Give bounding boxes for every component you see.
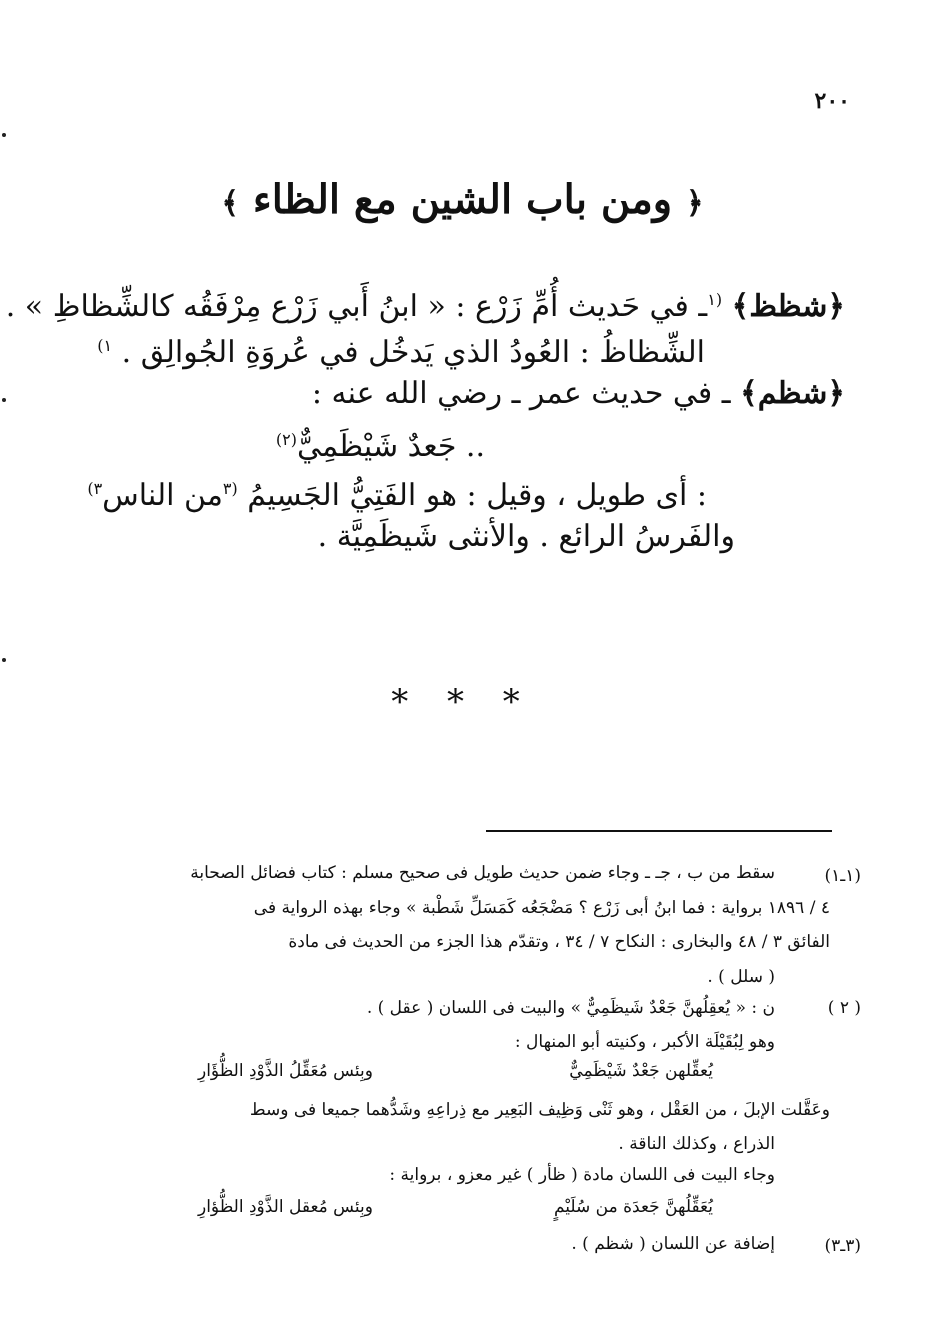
margin-mark	[2, 133, 6, 137]
headword: ﴿شظم﴾	[740, 376, 845, 411]
section-separator: * * *	[391, 682, 534, 722]
footnote-number: (١ـ١)	[824, 866, 861, 886]
verse-first-hemistich: يُعَقِّلُهنَّ جَعدَة من سُلَيْمٍ	[553, 1197, 713, 1217]
entry-line	[312, 371, 845, 417]
footnote-number: ( ٢ )	[827, 998, 861, 1018]
entry-line	[97, 323, 705, 376]
footnote-line: وجاء البيت فى اللسان مادة ( ظأر ) غير معزو ، برواية :	[389, 1165, 775, 1185]
footnote-marker: ٣)	[87, 479, 103, 498]
verse-second-hemistich: وبِئس مُعَقِّلُ الذَّوْدِ الظُّؤَارِ	[198, 1061, 373, 1081]
footnote-number: (٣ـ٣)	[824, 1236, 861, 1256]
entry-line	[87, 466, 707, 519]
footnote-marker: (٣	[222, 479, 238, 498]
footnote-line: وهو لِبُقَيْلَة الأكبر ، وكنيته أبو المنهال :	[514, 1032, 775, 1052]
footnote-line: سقط من ب ، جـ ـ وجاء ضمن حديث طويل فى صحيح مسلم : كتاب فضائل الصحابة	[190, 863, 775, 883]
footnote-marker: ١)	[97, 336, 113, 355]
entry-text: : أى طويل ، وقيل : هو الفَتِيُّ الجَسِيمُ	[247, 478, 707, 513]
footnote-line: الذراع ، وكذلك الناقة .	[618, 1134, 775, 1154]
footnote-line: ٤ / ١٨٩٦ برواية : فما ابنُ أبى زَرْع ؟ مَضْجَعُه كَمَسَلِّ شَطْبة » وجاء بهذه الرواية فى	[253, 898, 830, 918]
margin-mark	[2, 398, 6, 402]
footnote-line: ن : « يُعقِلُهنَّ جَعْدٌ شَيظَمِيٌّ » والبيت فى اللسان ( عقل ) .	[366, 998, 775, 1018]
footnote-line: إضافة عن اللسان ( شظم ) .	[571, 1234, 775, 1254]
entry-text: ـ في حديث عمر ـ رضي الله عنه :	[311, 376, 731, 411]
verse-first-hemistich: يُعقِّلهن جَعْدٌ شَيْظَمِيٌّ	[569, 1061, 713, 1081]
page-number: ٢٠٠	[814, 88, 850, 114]
footnote-marker: (١	[707, 290, 723, 309]
entry-line	[276, 417, 485, 470]
chapter-title	[200, 176, 725, 223]
verse-second-hemistich: وبِئس مُعقل الذَّوْدِ الظُّؤارِ	[198, 1197, 373, 1217]
headword: ﴿شظظ﴾	[731, 289, 845, 324]
footnote-line: الفائق ٣ / ٤٨ والبخارى : النكاح ٧ / ٣٤ ، وتقدّم هذا الجزء من الحديث فى مادة	[288, 932, 830, 952]
title-ornament-right: ﴿	[686, 186, 704, 221]
title-ornament-left: ﴾	[221, 186, 239, 221]
margin-mark	[2, 658, 6, 662]
footnote-line: ( سلل ) .	[707, 967, 775, 987]
footnote-rule	[486, 830, 832, 832]
title-text: ومن باب الشين مع الظاء	[252, 176, 673, 223]
footnote-marker: (٢)	[275, 430, 297, 449]
entry-text: الشِّظاظُ : العُودُ الذي يَدخُل في عُروَةِ الجُوالِق .	[121, 335, 705, 370]
entry-line	[318, 514, 735, 560]
entry-text: ـ في حَديث أُمِّ زَرْع : « ابنُ أَبي زَرْع مِرْفَقُه كالشِّظاظِ » .	[5, 289, 708, 324]
entry-text: والفَرسُ الرائع . والأنثى شَيظَمِيَّة .	[317, 519, 735, 554]
entry-text: .. جَعدٌ شَيْظَمِيٌّ	[296, 429, 485, 464]
entry-text-tail: من الناس	[102, 478, 223, 513]
footnote-line: وعَقَّلت الإبلَ ، من العَقْل ، وهو ثَنْى وَظِيف البَعِير مع ذِراعِهِ وشَدُّهما جميعا فى وسط	[249, 1100, 830, 1120]
